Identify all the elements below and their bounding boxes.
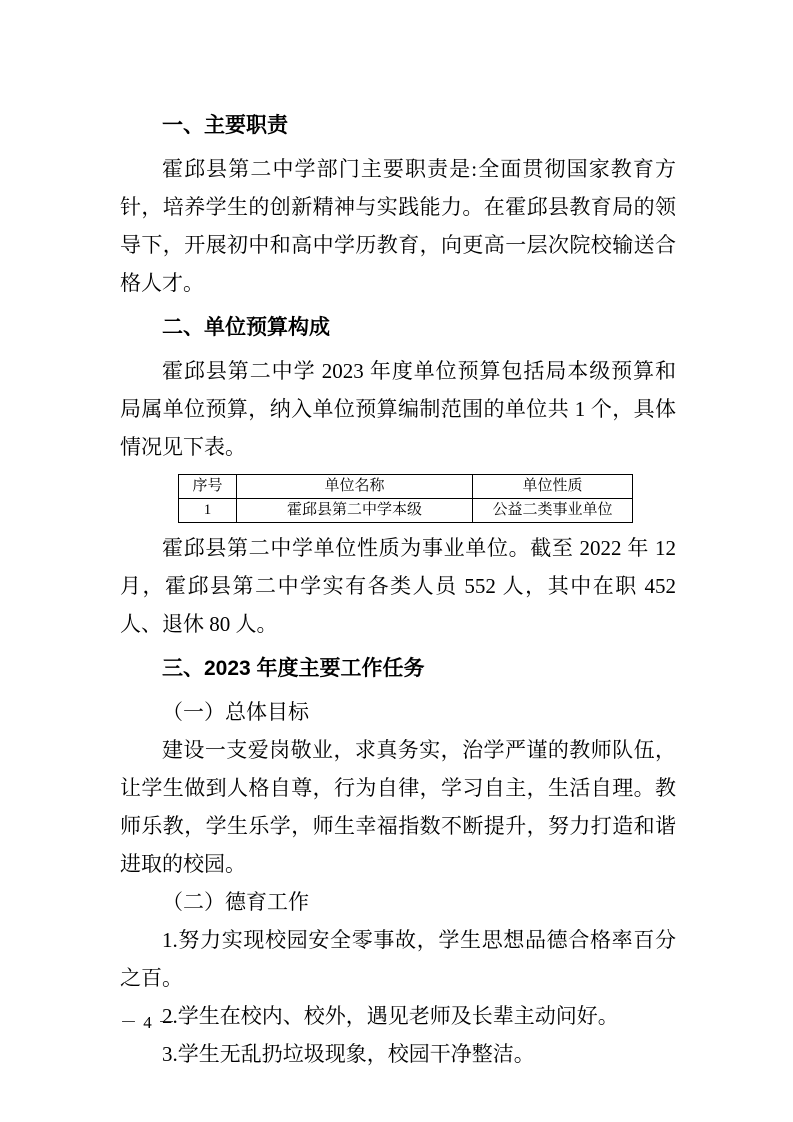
section-3-item-1: 1.努力实现校园安全零事故，学生思想品德合格率百分之百。 bbox=[120, 928, 676, 990]
document-content bbox=[120, 106, 676, 1073]
table-cell-type: 公益二类事业单位 bbox=[473, 499, 633, 523]
section-2-paragraph-after-table: 霍邱县第二中学单位性质为事业单位。截至 2022 年 12 月，霍邱县第二中学实有各类人员 552 人，其中在职 452 人、退休 80 人。 bbox=[120, 536, 676, 636]
table-header-type: 单位性质 bbox=[473, 475, 633, 499]
section-3-item-3: 3.学生无乱扔垃圾现象，校园干净整洁。 bbox=[162, 1042, 535, 1066]
section-3-sub-1-paragraph: 建设一支爱岗敬业，求真务实，治学严谨的教师队伍，让学生做到人格自尊，行为自律，学习自主，生活自理。教师乐教，学生乐学，师生幸福指数不断提升，努力打造和谐进取的校园。 bbox=[120, 738, 676, 876]
section-1-heading: 一、主要职责 bbox=[162, 114, 288, 137]
table-header-row bbox=[179, 475, 633, 499]
table-header-name: 单位名称 bbox=[237, 475, 473, 499]
section-2-paragraph: 霍邱县第二中学 2023 年度单位预算包括局本级预算和局属单位预算，纳入单位预算编制范围的单位共 1 个，具体情况见下表。 bbox=[120, 359, 676, 459]
page-number: － 4 － bbox=[120, 1013, 176, 1032]
section-3-item-2: 2.学生在校内、校外，遇见老师及长辈主动问好。 bbox=[162, 1004, 619, 1028]
table-row bbox=[179, 499, 633, 523]
section-3-sub-2-heading: （二）德育工作 bbox=[162, 890, 309, 914]
section-3-heading: 三、2023 年度主要工作任务 bbox=[162, 657, 425, 680]
table-header-seq: 序号 bbox=[179, 475, 237, 499]
section-1-paragraph: 霍邱县第二中学部门主要职责是:全面贯彻国家教育方针，培养学生的创新精神与实践能力。在霍邱县教育局的领导下，开展初中和高中学历教育，向更高一层次院校输送合格人才。 bbox=[120, 157, 676, 295]
table-cell-seq: 1 bbox=[179, 499, 237, 523]
budget-units-table bbox=[178, 474, 633, 523]
section-2-heading: 二、单位预算构成 bbox=[162, 316, 330, 339]
table-cell-name: 霍邱县第二中学本级 bbox=[237, 499, 473, 523]
section-3-sub-1-heading: （一）总体目标 bbox=[162, 700, 309, 724]
